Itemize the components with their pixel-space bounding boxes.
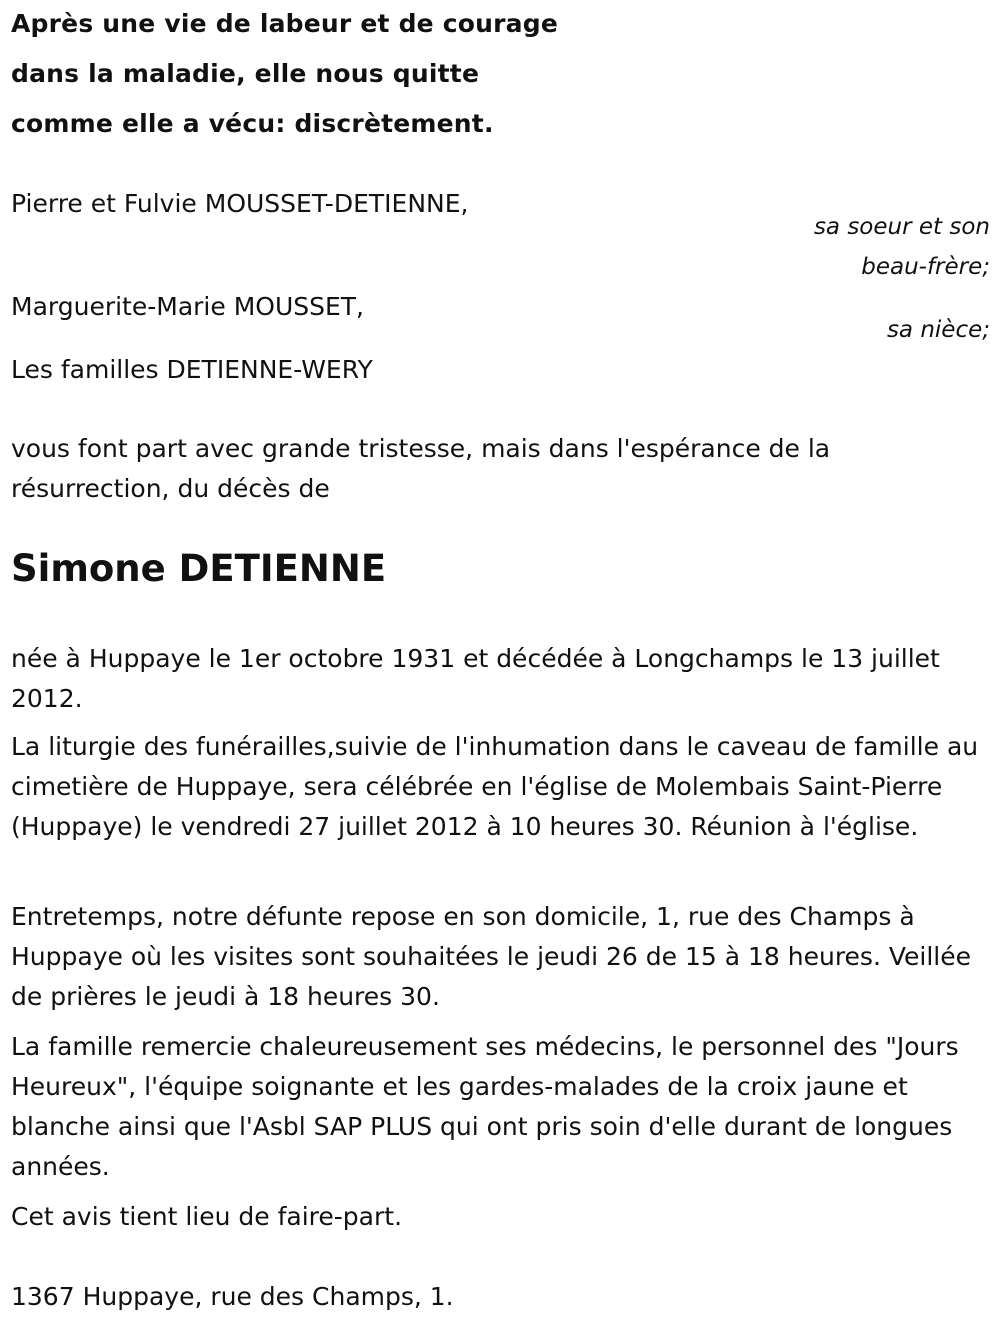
- family-relation-2: sa nièce;: [886, 317, 990, 343]
- family-member-2: Marguerite-Marie MOUSSET,: [11, 292, 364, 321]
- family-relation-1a: sa soeur et son: [813, 214, 990, 240]
- address-line: 1367 Huppaye, rue des Champs, 1.: [11, 1282, 454, 1311]
- family-relation-1b: beau-frère;: [861, 254, 990, 280]
- family-member-3: Les familles DETIENNE-WERY: [11, 355, 373, 384]
- liturgy-paragraph: La liturgie des funérailles,suivie de l'inhumation dans le caveau de famille au cimetière de Huppaye, sera célébrée en l'église de Molembais Saint-Pierre (Huppaye) le vendredi 27 juillet 2012 à 10 heures 30. Réunion à l'église.: [11, 732, 979, 841]
- intro-line-3: comme elle a vécu: discrètement.: [11, 109, 494, 138]
- deceased-name: Simone DETIENNE: [11, 547, 387, 590]
- birth-death-paragraph: née à Huppaye le 1er octobre 1931 et décédée à Longchamps le 13 juillet 2012.: [11, 644, 940, 713]
- family-member-1: Pierre et Fulvie MOUSSET-DETIENNE,: [11, 189, 469, 218]
- visits-paragraph: Entretemps, notre défunte repose en son domicile, 1, rue des Champs à Huppaye où les visites sont souhaitées le jeudi 26 de 15 à 18 heures. Veillée de prières le jeudi à 18 heures 30.: [11, 902, 971, 1011]
- announcement-text: vous font part avec grande tristesse, mais dans l'espérance de la résurrection, du décès de: [11, 434, 831, 503]
- notice-paragraph: Cet avis tient lieu de faire-part.: [11, 1202, 403, 1231]
- thanks-paragraph: La famille remercie chaleureusement ses médecins, le personnel des "Jours Heureux", l'équipe soignante et les gardes-malades de la croix jaune et blanche ainsi que l'Asbl SAP PLUS qui ont pris soin d'elle durant de longues années.: [11, 1032, 959, 1181]
- intro-line-1: Après une vie de labeur et de courage: [11, 9, 558, 38]
- intro-line-2: dans la maladie, elle nous quitte: [11, 59, 480, 88]
